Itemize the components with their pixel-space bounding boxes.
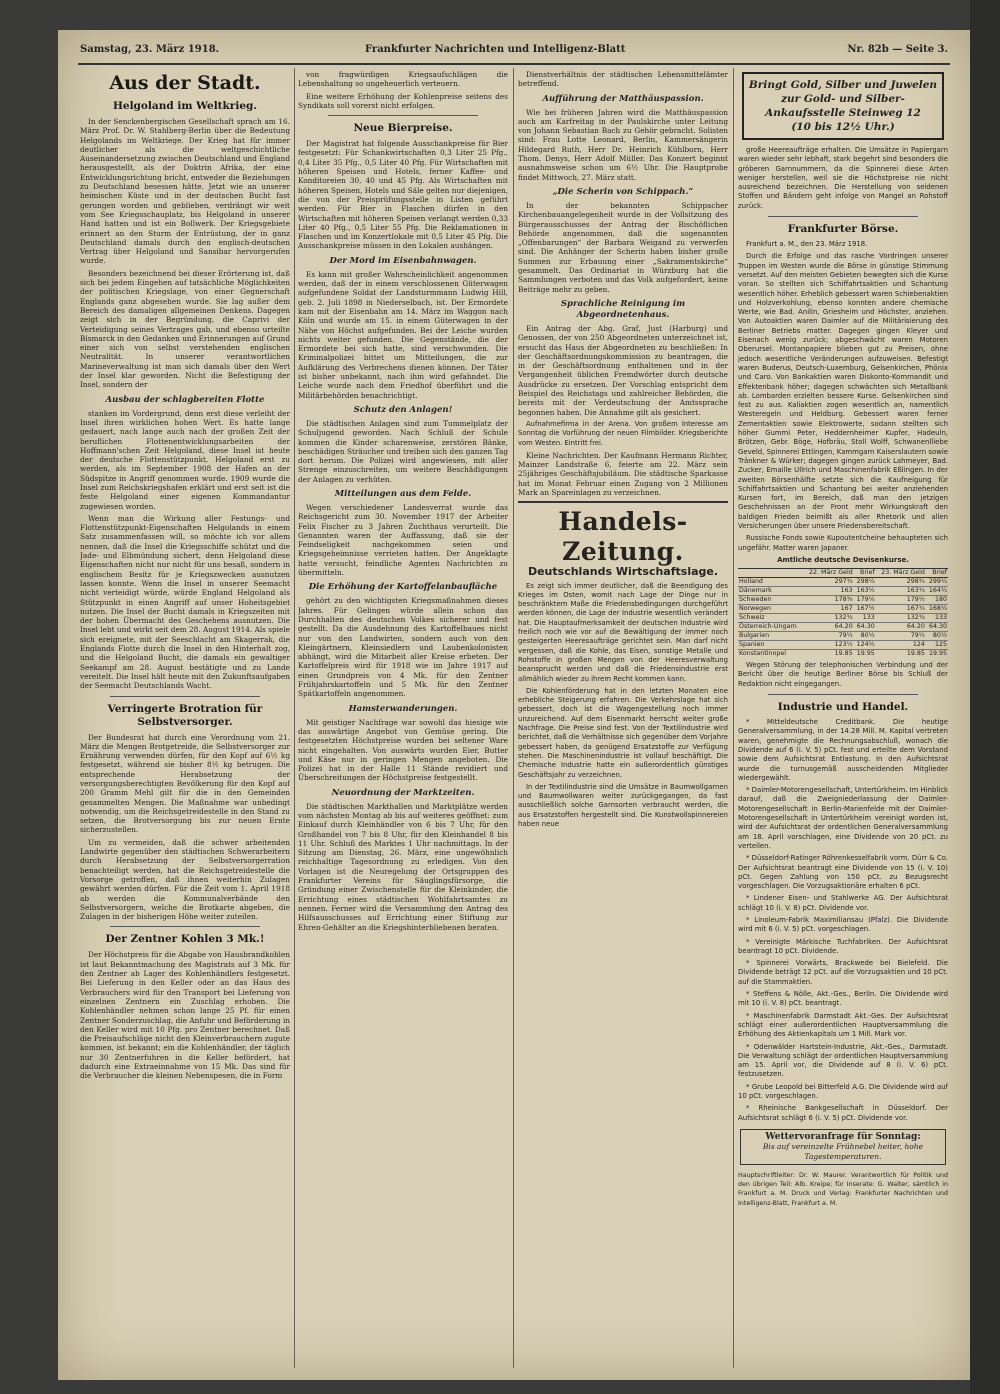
fx-rate-cell: 298¼ [854, 578, 876, 587]
fx-rate-cell: 123½ [804, 641, 854, 650]
fx-rate-cell: 19.95 [854, 650, 876, 659]
article-paragraph: * Linoleum-Fabrik Maximiliansau (Pfalz). Die Dividende wird mit 6 (i. V. 5) pCt. vorgeschlagen. [738, 916, 948, 934]
article-paragraph: Eine weitere Erhöhung der Kohlenpreise seitens des Syndikats soll vorerst nicht erfolgen. [298, 91, 508, 110]
article-subheading: Die Erhöhung der Kartoffelanbaufläche [308, 582, 498, 593]
dark-right-edge [970, 0, 1000, 1394]
article-paragraph: Ein Antrag der Abg. Graf, Just (Harburg) und Genossen, der von 250 Abgeordneten unterzeichnet ist, ersucht das Haus der Abgeordneten zu beschließen: In der Geschäftsordnungskommission zu beantragen, die in der Geschäftsordnung enthaltenen und in der Vergangenheit üblichen Fremdwörter durch deutsche Ausdrücke zu ersetzen. Der Vorschlag entspricht dem Beispiel des Reichstags und zahlreicher Behörden, die bereits mit der Verdeutschung der Amtssprache begonnen haben. Die Annahme gilt als gesichert. [518, 323, 728, 417]
column-1 [80, 70, 290, 1368]
article-separator [110, 926, 260, 927]
header-rule [78, 63, 950, 65]
fx-rate-cell: 19.95 [926, 650, 948, 659]
article-paragraph: Wegen Störung der telephonischen Verbindung und der Bericht über die heutige Berliner Börse bis Schluß der Redaktion nicht eingegangen. [738, 661, 948, 688]
article-paragraph: * Lindener Eisen- und Stahlwerke AG. Der Aufsichtsrat schlägt 10 (i. V. 8) pCt. Dividende vor. [738, 894, 948, 912]
article-paragraph: Es kann mit großer Wahrscheinlichkeit angenommen werden, daß der in einem verschlossenen Güterwagen aufgefundene Soldat der Landsturmmann Ludwig Hill, geb. 2. Juli 1898 in Niederselbach, ist. Der Ermordete kam mit der Eisenbahn am 14. März im Waggon nach Köln und wurde am 15. in einem Güterwagen in der Nähe von Höchst aufgefunden. Bei der Leiche wurden nichts weiter gefunden. Die Gegenstände, die der Ermordete bei sich hatte, sind verschwunden. Die Kriminalpolizei bittet um Mitteilungen, die zur Aufklärung des Verbrechens dienen können. Der Täter ist bisher unbekannt, nach ihm wird gefahndet. Die Leiche wurde nach dem Friedhof überführt und die Militärbehörden benachrichtigt. [298, 269, 508, 400]
ad-hours: (10 bis 12½ Uhr.) [791, 121, 895, 133]
fx-header-cell: 23. März Geld [876, 569, 926, 578]
article-separator [328, 115, 478, 116]
article-heading: Helgoland im Weltkrieg. [112, 100, 258, 112]
fx-currency-cell: Schweden [738, 596, 804, 605]
fx-rate-cell: 163¾ [876, 587, 926, 596]
section-rule [518, 501, 728, 503]
article-paragraph: stanken im Vordergrund, denn erst diese verleiht der Insel ihren wirklichen hohen Wert. Es hatte lange gedauert, nach lange auch nach der großen Zeit der beruflichen Flottenentwicklungsarbeiten der Hoffmann'schen Zeit Helgoland, diese Insel ist heute der deutsche Flottenstützpunkt, Helgoland erst zu werden, als im September 1908 der Hafen an der Südspitze in Angriff genommen wurde. 1909 wurde die Insel zum Reichskriegshafen erklärt und erst seit ist die feste Helgoland einer eigenen Kommandantur zugewiesen worden. [80, 408, 290, 511]
article-paragraph: Kleine Nachrichten. Der Kaufmann Hermann Richter, Mainzer Landstraße 6, feierte am 22. März sein 25jähriges Geschäftsjubiläum. Die städtische Sparkasse hat im Monat Februar einen Zugang von 2 Millionen Mark an Spareinlagen zu verzeichnen. [518, 450, 728, 497]
fx-currency-cell: Dänemark [738, 587, 804, 596]
weather-forecast: Bis auf vereinzelte Frühnebel heiter, hohe Tagestemperaturen. [762, 1142, 924, 1161]
article-subheading: Mitteilungen aus dem Felde. [334, 488, 472, 499]
fx-rate-cell: 80½ [926, 632, 948, 641]
fx-rate-cell: 164¼ [926, 587, 948, 596]
article-paragraph: Die städtischen Markthallen und Marktplätze werden vom nächsten Montag ab bis auf weiteres geöffnet: zum Einkauf durch Kleinhändler von 6 bis 7 Uhr, für den Großhandel von 7 bis 8 Uhr, für den Kleinhandel 8 bis 11 Uhr. Schluß des Marktes 1 Uhr nachmittags. In der Sitzung am Dienstag, 26. März, eine ungewöhnlich reichhaltige Tagesordnung zu erledigen. Von den Vorlagen ist die Neuregelung der Ortsgruppen des Frankfurter Vereins für Säuglingsfürsorge, die Gründung einer Zwischenstelle für die Kleinkinder, die Errichtung eines städtischen Wohlfahrtsamtes zu nennen. Ferner wird die Versammlung den Antrag des Hilfsausschusses auf Errichtung einer Stiftung zur Ehren-Gehälter an die Kriegshinterbliebenen beraten. [298, 801, 508, 932]
fx-rate-cell: 163½ [854, 587, 876, 596]
article-subheading: Sprachliche Reinigung im Abgeordnetenhaus. [560, 298, 686, 320]
article-subheading: Hamsterwanderungen. [348, 703, 458, 714]
article-paragraph: * Düsseldorf-Ratinger Röhrenkesselfabrik vorm. Dürr & Co. Der Aufsichtsrat beantragt eine Dividende von 15 (i. V. 10) pCt. Gegen Zahlung von 150 pCt. zu Bezugsrecht vorgeschlagen. Die Vorzugsaktionäre erhalten 6 pCt. [738, 854, 948, 891]
fx-currency-cell: Spanien [738, 641, 804, 650]
fx-rate-cell: 80½ [854, 632, 876, 641]
fx-rate-cell: 79½ [876, 632, 926, 641]
fx-rate-cell: 178¾ [804, 596, 854, 605]
fx-table-row [738, 596, 948, 605]
article-separator [768, 694, 918, 695]
article-paragraph: Russische Fonds sowie Kupoutentcheine behaupteten sich ungefähr. Matter waren Japaner. [738, 534, 948, 552]
article-paragraph: Der Magistrat hat folgende Ausschankpreise für Bier festgesetzt: Für Schankwirtschaften 0,3 Liter 25 Pfg., 0,4 Liter 35 Pfg., 0,5 Liter 40 Pfg. Für Wirtschaften mit höheren Speisen und Hotels, ferner Kaffee- und Konditoreien 30, 40 und 45 Pfg. Als Wirtschaften mit höheren Speisen, Hotels und Säle gelten nur diejenigen, die von der Preisprüfungsstelle in Listen geführt werden. Für Bier in Flaschen dürfen in den Wirtschaften mit höheren Speisen verlangt werden 0,33 Liter 40 Pfg., 0,5 Liter 55 Pfg. Die Reklamationen in Flaschen und im Konzertlokale mit 0,5 Liter 45 Pfg. Die Ausschankpreise müssen in den Lokalen aushängen. [298, 139, 508, 251]
fx-rate-cell: 179¼ [854, 596, 876, 605]
fx-header-cell: Brief [926, 569, 948, 578]
article-paragraph: Wenn man die Wirkung aller Festungs- und Flottenstützpunkt-Eigenschaften Helgolands in einem Satz zusammenfassen will, so möchte ich vor allem nennen, daß die Insel die Kriegsschiffe schützt und die Jade- und Elbmündung sichert, denn Helgoland diese Eigenschaften nicht nur nicht für uns besaß, sondern in englischem Besitz für je Kriegszwecken ausnutzen lassen konnte. Wenn die Insel in unserer Seemacht nicht verteidigt würde, würde England Helgoland als Stützpunkt in einen Angriff auf unser Hoheitsgebiet nutzen. Die Insel der Bucht damals in Kriegszeiten mit der hohen Übermacht des Geschehens ausnutzen. Die Insel lebt und wirkt seit dem 28. August 1914. Als spiele sich ereignete, mit der Seeschlacht am Skagerrak, die Englands Flotte durch die Insel in den Hinterhalt zog, und die Helgoland Bucht, die damals ein gewaltiger Seekampf am 28. August bestätigte und zu Lande vereitelt. Die Insel hält heute mit den Zukunftsaufgaben der Seemacht Deutschlands Wacht. [80, 513, 290, 691]
fx-table [738, 568, 948, 658]
weather-heading: Wettervoranfrage für Sonntag: [765, 1131, 921, 1142]
industrie-heading: Industrie und Handel. [777, 701, 909, 714]
article-paragraph: * Mitteldeutsche Creditbank. Die heutige Generalversammlung, in der 14.28 Mill. M. Kapital vertreten waren, genehmigte die Rechnungsabschluß, wonach die Dividende auf 6 (i. V. 5) pCt. fest und erteilte dem Vorstand sowie dem Aufsichtsrat Entlastung. In den Aufsichtsrat wurde die turnusgemäß ausscheidenden Mitglieder wiedergewählt. [738, 718, 948, 782]
fx-currency-cell: Bulgarien [738, 632, 804, 641]
article-paragraph: Der Bundesrat hat durch eine Verordnung vom 21. März die Mengen Brotgetreide, die Selbstversorger zur Ernährung verwenden dürfen, für den Kopf auf 6½ kg festgesetzt, während sie bisher 8½ kg betrugen. Die entsprechende Herabsetzung der versorgungsberechtigten Bevölkerung für den Kopf auf 200 Gramm Mehl gilt für die in den Gemeinden gesammelten Mengen. Die Maßnahme war unbedingt notwendig, um die Reichsgetreidestelle in den Stand zu setzen, die Brotversorgung bis zur neuen Ernte sicherzustellen. [80, 732, 290, 835]
fx-table-row [738, 614, 948, 623]
fx-currency-cell: Norwegen [738, 605, 804, 614]
article-paragraph: In der bekannten Schippacher Kirchenbauangelegenheit wurde in der Vollsitzung des Bürgerausschusses der Antrag der Bischöflichen Behörde angenommen, daß die sogenannten „Offenbarungen“ der Barbara Weigand zu verwerfen sind. Die Anhänger der Scherin haben bisher große Summen zur Erbauung einer „Sakramentskirche“ gesammelt. Das Ordinariat in Würzburg hat die Sammlungen verboten und das Volk aufgefordert, keine Beiträge mehr zu geben. [518, 200, 728, 294]
fx-table-row [738, 578, 948, 587]
article-paragraph: von fragwürdigen Kriegsaufschlägen die Lebenshaltung so ungeheuerlich verteuern. [298, 70, 508, 89]
fx-table-row [738, 623, 948, 632]
article-subheading: Ausbau der schlagbereiten Flotte [105, 394, 265, 405]
column-divider [733, 68, 734, 1368]
article-paragraph: Wie bei früheren Jahren wird die Matthäuspassion auch am Karfreitag in der Paulskirche unter Leitung von Johann Sebastian Bach zu Gehör gebracht. Solisten sind: Frau Lotte Leonard, Berlin, Kammersängerin Hildegard Ruth, Herr Dr. Heinrich Kühlborn, Herr Thom. Denys, Herr Adolf Müller. Das Konzert beginnt ausnahmsweise schon um 6½ Uhr. Die Hauptprobe findet Mittwoch, 27. März statt. [518, 107, 728, 182]
article-paragraph: * Daimler-Motorengesellschaft, Untertürkheim. Im Hinblick darauf, daß die Zweigniederlassung der Daimler-Motorengesellschaft in Berlin-Marienfelde mit der Daimler-Motorengesellschaft in Untertürkheim vereinigt worden ist, wird der Aufsichtsrat der ordentlichen Generalversammlung am 18. April vorschlagen, eine Dividende von 20 pCt. zu verteilen. [738, 786, 948, 850]
article-paragraph: * Steffens & Nölle, Akt.-Ges., Berlin. Die Dividende wird mit 10 (i. V. 8) pCt. beantragt. [738, 990, 948, 1008]
boerse-date: Frankfurt a. M., den 23. März 1918. [746, 240, 868, 249]
article-paragraph: Der Höchstpreis für die Abgabe von Hausbrandkohlen ist laut Bekanntmachung des Magistrats auf 3 Mk. für den Zentner ab Lager des Kohlenhändlers festgesetzt. Bei Lieferung in den Keller oder an das Haus des Verbrauchers wird für den Transport bei Lieferung von einzelnen Zentnern ein Zuschlag erhoben. Die Kohlenhändler nehmen schon lange 25 Pf. für einen Zentner Sonderzuschlag, die Anfuhr und Beförderung in den Keller wird mit 10 Pfg. pro Zentner berechnet. Daß die Preisaufschläge nicht den Kleinverbrauchern zugute kommen, ist bekannt; ein die Kohlenhändler, der täglich nur 30 Zentnerfuhren in die Keller befördert, hat dadurch eine Extraeinnahme von 15 Mk. Das sind für die Verbraucher die kleinen Nebenspesen, die in Form [80, 950, 290, 1081]
article-separator [768, 216, 918, 217]
fx-table-body [738, 578, 948, 659]
fx-rate-cell: 132¾ [804, 614, 854, 623]
column-divider [513, 68, 514, 1368]
fx-rate-cell: 124½ [854, 641, 876, 650]
gold-advertisement [742, 72, 944, 140]
article-paragraph: * Spinnerei Vorwärts, Brackwede bei Bielefeld. Die Dividende beträgt 12 pCt. auf die Vorzugsaktien und 10 pCt. auf die Stammaktien. [738, 959, 948, 986]
fx-table-row [738, 632, 948, 641]
article-paragraph: * Rheinische Bankgesellschaft in Düsseldorf. Der Aufsichtsrat schlägt 6 (i. V. 5) pCt. Dividende vor. [738, 1104, 948, 1122]
article-paragraph: große Heereaufträge erhalten. Die Umsätze in Papiergarn waren wieder sehr lebhaft, stark begehrt sind besonders die gröberen Garnnummern, da die Spinnerei diese Arten weniger herstellen, weil sie die Höchstpreise nie nicht ausreichend bezeichnen. Die Herstellung von seidenen Stoffen und Bändern geht infolge von Mangel an Rohstoff zurück. [738, 146, 948, 210]
article-subheading: Schutz den Anlagen! [353, 404, 453, 415]
fx-rate-cell: 167¾ [876, 605, 926, 614]
fx-header-cell: Brief [854, 569, 876, 578]
article-paragraph: Besonders bezeichnend bei dieser Erörterung ist, daß sich bei jedem Eingehen auf tatsächliche Möglichkeiten der politischen Kriegslage, von einer Gegnerschaft Englands ganz abgesehen wurde. Sie lag außer dem Bereich des damaligen allgemeinen Denkens. Dagegen zeigt sich in der Begründung, die Caprivi der Verteidigung seines Vertrages gab, und ebenso urteilte Bismarck in den Gedanken und Erinnerungen auf Grund einer sich von selbst verstehenden englischen Neutralität. In unserer verantwortlichen Marineverwaltung ist man sich damals über den Wert der Insel klar geworden. Nicht die Befestigung der Insel, sondern der [80, 268, 290, 390]
fx-rate-cell: 64.20 [804, 623, 854, 632]
article-paragraph: gehört zu den wichtigsten Kriegsmaßnahmen dieses Jahres. Für Gelingen würde allein schon das Durchhalten des deutschen Volkes sicherer und fest gestellt. Da die Ausdehnung des Kartoffelbaues nicht nur von den Landwirten, sondern auch von den Kleingärtnern, Kleinsiedlern und Laubenkolonisten abhängt, wird die Mitarbeit aller Kreise erbeten. Der Kartoffelpreis wird für 1918 wie im Jahre 1917 auf einen Grundpreis von 4 Mk. für den Zentner Frühjahrskartoffeln und 5 Mk. für den Zentner Spätkartoffeln angenommen. [298, 596, 508, 699]
fx-header-cell [738, 569, 804, 578]
fx-currency-cell: Holland [738, 578, 804, 587]
fx-rate-cell: 297¾ [804, 578, 854, 587]
article-subheading: Neuordnung der Marktzeiten. [331, 787, 475, 798]
fx-rate-cell: 64.30 [854, 623, 876, 632]
fx-rate-cell: 19.85 [804, 650, 854, 659]
header-page-number: Nr. 82b — Seite 3. [847, 44, 948, 55]
fx-rate-cell: 79½ [804, 632, 854, 641]
article-heading: Verringerte Brotration für Selbstversorger. [107, 702, 263, 728]
article-paragraph: * Maschinenfabrik Darmstadt Akt.-Ges. Der Aufsichtsrat schlägt einer außerordentlichen Hauptversammlung die Erhöhung des Aktienkapitals um 1 Mill. Mark vor. [738, 1011, 948, 1039]
fx-table-title: Amtliche deutsche Devisenkurse. [777, 555, 909, 564]
fx-rate-cell: 299¼ [926, 578, 948, 587]
article-heading: Der Zentner Kohlen 3 Mk.! [105, 933, 265, 946]
fx-rate-cell: 124 [876, 641, 926, 650]
fx-table-row [738, 650, 948, 659]
article-paragraph: Wegen verschiedener Landesverrat wurde das Reichsgericht zum 30. November 1917 der Arbeiter Felix Fischer zu 3 Jahren Zuchthaus verurteilt. Die Genannten waren der Auffassung, daß sie der Feindseligkeit nachgekommen seien und Kriegsgeheimnisse verrieten hatten. Der Angeklagte hatte versucht, feindliche Agenten Nachrichten zu übermitteln. [298, 502, 508, 578]
fx-header-cell: 22. März Geld [804, 569, 854, 578]
notice-paragraph: Aufnahmefirma in der Arena. Von großem Interesse am Sonntag die Vorführung der neuen Filmbilder. Kriegsberichte vom Westen. Eintritt frei. [518, 419, 728, 447]
handels-zeitung-subtitle: Deutschlands Wirtschaftslage. [527, 565, 719, 579]
article-paragraph: Es zeigt sich immer deutlicher, daß die Beendigung des Krieges im Osten, womit nach Lage der Dinge nur in beschränktem Maße die Friedensbedingungen durchgeführt werden können, die Lage der Industrie wesentlich verändert hat. Die Hauptaufmerksamkeit der deutschen Industrie wird freilich noch wie vor auf die Bewältigung der immer noch gesteigerten Heeresaufträge gerichtet sein. Man darf nicht vergessen, daß die Kohle, das Eisen, sonstige Metalle und Rohstoffe in großen Mengen von der Heeresverwaltung beansprucht werden und daß die Friedensindustrie erst allmählich wieder zu ihrem Recht kommen kann. [518, 581, 728, 683]
article-paragraph: In der Textilindustrie sind die Umsätze in Baumwollgarnen und Baumwollwaren weiter zurückgegangen, da fast ausschließlich solche Garnsorten verbraucht werden, die aus Ersatzstoffen hergestellt sind. Die Kunstwollspinnereien haben neue [518, 782, 728, 828]
fx-table-header-row [738, 569, 948, 578]
fx-currency-cell: Österreich-Ungarn [738, 623, 804, 632]
header-masthead: Frankfurter Nachrichten und Intelligenz-Blatt [365, 44, 626, 55]
article-paragraph: Durch die Erfolge und das rasche Vordringen unserer Truppen im Westen wurde die Börse in günstige Stimmung versetzt. Auf den meisten Gebieten bewegten sich die Kurse voran. So stellten sich Schiffahrtsaktien und Schantung wesentlich höher. Erheblich gebessert waren Schiebenaktien und Holzverkohlung, ebenso konnten andere chemische Werte, wie Bad. Anilin, Griesheim und Höchster, anziehen. Von Autoaktien waren Daimler auf die Militärisierung des Berliner Betriebs matter. Dagegen gingen Kleyer und Eisenach wenig zurück; abgeschwächt waren Motoren Oberursel. Montanpapiere blieben gut zu Preisen, ohne jedoch wesentliche Veränderungen aufzuweisen. Befestigt waren Buderus, Deutsch-Luxemburg, Gelsenkirchen, Phönix und Caro. Von Bankaktien waren Diskonto-Kommandit und Effektenbank höher; dagegen schwächten sich Metallbank ab. Lombarden erzielten bessere Kurse. Gelsenkirchen sind fest zu aus. Kaliaktien zogen wesentlich an, namentlich Westeregeln und Heldburg. Gebessert waren ferner Zementaktien sowie Elektrowerte, sodann stellten sich höher Gummi Peter, Heddernheimer Kupfer, Hadeuln, Brötzen, Gebr. Böge, Hofbräu, Stoll Wolff, Schwanenlliebe Geveld, Spinnerei Ettlingen, Kammgarn Kaiserslautern sowie Tränkner & Würker; dagegen gingen zurück Lahmeyer, Bad. Zucker, Emaille Ullrich und Maschinenfabrik Eßlingen. In der zweiten Börsenhälfte setzte sich die Kaufneigung für Schiffahrtsaktien und Schantung bei weiter anziehenden Kursen fort, im Bereich, daß man den jetzigen Geschehnissen an der Front mehr Wirkungskraft den baldigen Frieden beimißt als aller Rhetorik und allen Versicherungen über unsere Friedensbereitschaft. [738, 252, 948, 530]
fx-currency-cell: Schweiz [738, 614, 804, 623]
column-4 [738, 70, 948, 1368]
fx-rate-cell: 64.30 [926, 623, 948, 632]
article-paragraph: * Odenwälder Hartstein-Industrie, Akt.-Ges., Darmstadt. Die Verwaltung schlägt der ordentlichen Hauptversammlung am 15. April vor, die Dividende auf 8 (i. V. 6) pCt. festzusetzen. [738, 1042, 948, 1079]
article-paragraph: * Vereinigte Märkische Tuchfabriken. Der Aufsichtsrat beantragt 10 pCt. Dividende. [738, 937, 948, 955]
fx-rate-cell: 179½ [876, 596, 926, 605]
header-date: Samstag, 23. März 1918. [80, 44, 220, 55]
page-header [80, 44, 948, 62]
article-paragraph: Um zu vermeiden, daß die schwer arbeitenden Landwirte gegenüber den städtischen Schwerarbeitern durch Herabsetzung der Selbstversorgerration benachteiligt werden, hat die Reichsgetreidestelle die Vorsorge getroffen, daß ihnen weiterhin Zulagen gewährt werden dürfen. Für die Zeit vom 1. April 1918 ab werden die Kommunalverbände den Selbstversorgern, welche die Brotkarte abgeben, die Zulagen in der bisherigen Höhe weiter zuteilen. [80, 837, 290, 922]
fx-rate-cell: 133 [926, 614, 948, 623]
fx-rate-cell: 168¼ [926, 605, 948, 614]
article-subheading: „Die Scherin von Schippach.“ [552, 186, 694, 197]
fx-table-row [738, 605, 948, 614]
fx-rate-cell: 298¾ [876, 578, 926, 587]
article-paragraph: Die städtischen Anlagen sind zum Tummelplatz der Schuljugend geworden. Nach Schluß der Schule kommen die Kinder scharenweise, zerstören Bänke, beschädigen Sträucher und treiben sich den ganzen Tag dort herum. Die Polizei wird angewiesen, mit aller Strenge einzuschreiten, um weitere Beschädigungen der Anlagen zu verhüten. [298, 418, 508, 484]
weather-box [740, 1129, 946, 1165]
fx-rate-cell: 125 [926, 641, 948, 650]
imprint: Hauptschriftleiter: Dr. W. Maurer. Verantwortlich für Politik und den übrigen Teil: Alb. Kreipe; für Inserate: G. Walter, sämtlich in Frankfurt a. M. Druck und Verlag: Frankfurter Nachrichten und Intelligenz-Blatt, Frankfurt a. M. [738, 1171, 948, 1207]
article-paragraph: Mit geistiger Nachfrage war sowohl das hiesige wie das auswärtige Angebot von Gemüse gering. Die festgesetzten Höchstpreise wurden bei seltener Ware nicht eingehalten. Von auswärts wurden Eier, Butter und Käse nur in geringen Mengen angeboten. Die Polizei hat in der Halle 11 Stände revidiert und Überschreitungen der Höchstpreise festgestellt. [298, 717, 508, 783]
fx-table-row [738, 587, 948, 596]
article-subheading: Aufführung der Matthäuspassion. [542, 93, 704, 104]
article-paragraph: * Grube Leopold bei Bitterfeld A.G. Die Dividende wird auf 10 pCt. vorgeschlagen. [738, 1082, 948, 1101]
fx-rate-cell: 167½ [854, 605, 876, 614]
article-separator [110, 696, 260, 697]
fx-rate-cell: 163 [804, 587, 854, 596]
fx-rate-cell: 19.85 [876, 650, 926, 659]
fx-rate-cell: 180 [926, 596, 948, 605]
handels-zeitung-title: Handels-Zeitung. [558, 507, 688, 567]
article-paragraph: Dienstverhältnis der städtischen Lebensmittelämter betreffend. [518, 70, 728, 89]
fx-currency-cell: Konstantinopel [738, 650, 804, 659]
article-heading: Neue Bierpreise. [353, 122, 453, 135]
fx-table-row [738, 641, 948, 650]
section-heading: Aus der Stadt. [109, 72, 261, 94]
ad-text: Bringt Gold, Silber und Juwelen zur Gold- und Silber-Ankaufsstelle Steinweg 12 [748, 79, 938, 119]
fx-rate-cell: 132¾ [876, 614, 926, 623]
fx-rate-cell: 133 [854, 614, 876, 623]
fx-rate-cell: 64.20 [876, 623, 926, 632]
fx-rate-cell: 167 [804, 605, 854, 614]
column-2 [298, 70, 508, 1368]
article-subheading: Der Mord im Eisenbahnwagen. [329, 255, 477, 266]
column-divider [294, 68, 295, 1368]
boerse-heading: Frankfurter Börse. [787, 223, 899, 236]
article-paragraph: In der Senckenbergischen Gesellschaft sprach am 16. März Prof. Dr. W. Stahlberg-Berlin über die Bedeutung Helgolands im Weltkriege. Der Krieg hat für immer deutlicher als die weltgeschichtliche Auseinandersetzung zwischen Deutschland und England herausgestellt, als der Doktrin Afrika, der eine Entwicklungsrichtung bricht, entweder die Beziehungen zu Deutschland besessen hätte. Jetzt wie an unserer heimischen Küste und in der deutschen Bucht fast gerungen worden und geblieben, verdrängt wir weit vom See Kriegsschauplatz, bis Helgoland in unserer Hand hatten und ist ein Bollwerk. Der Kriegsgebiete erinnert an den Sturm der Entrüstung, der in ganz Deutschland damals durch den englisch-deutschen Vertrag über Helgoland und Sansibar hervorgerufen wurde. [80, 117, 290, 266]
article-paragraph: Die Kohlenförderung hat in den letzten Monaten eine erhebliche Steigerung erfahren. Die Verkehrslage hat sich gebessert, doch ist die Wagengestellung noch immer unzureichend. Auf dem Eisenmarkt herrscht weiter große Nachfrage. Die Preise sind fest. Von der Textilindustrie wird berichtet, daß die Verhältnisse sich gegenüber dem Vorjahre gebessert haben, da genügend Ersatzstoffe zur Verfügung stehen. Die Maschinenindustrie ist vollauf beschäftigt. Die Chemische Industrie hatte ein außerordentlich günstiges Geschäftsjahr zu verzeichnen. [518, 686, 728, 779]
column-3 [518, 70, 728, 1368]
newspaper-page [58, 30, 970, 1380]
